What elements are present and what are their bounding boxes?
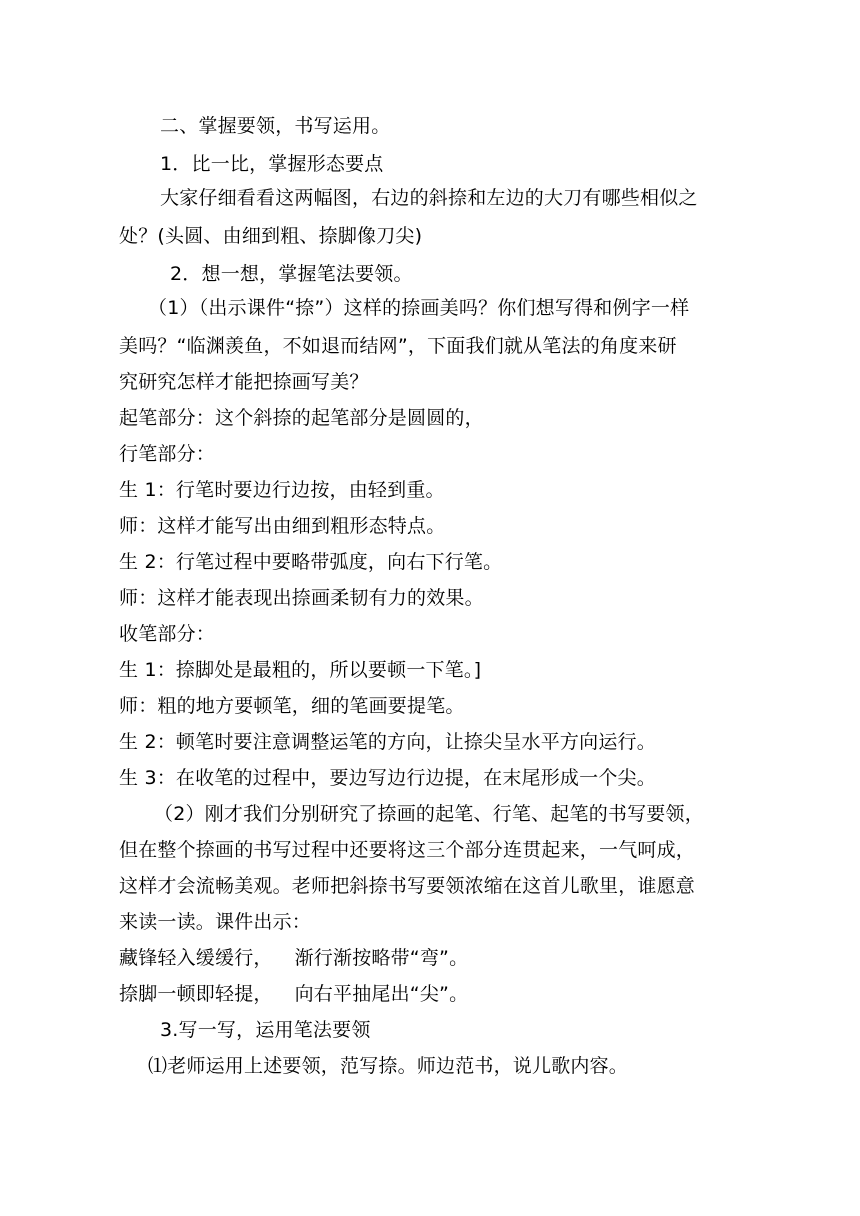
paragraph-line: 生 1：行笔时要边行边按，由轻到重。	[119, 479, 445, 501]
paragraph-line: 收笔部分：	[119, 623, 216, 645]
paragraph-line: 起笔部分：这个斜捺的起笔部分是圆圆的，	[119, 407, 484, 429]
paragraph-line: （1）（出示课件“捺”）这样的捺画美吗？你们想写得和例字一样	[148, 297, 690, 319]
paragraph-line: 处？(头圆、由细到粗、捺脚像刀尖)	[119, 225, 423, 247]
rhyme-part: 捺脚一顿即轻提，	[119, 983, 273, 1005]
subheading-think: 2．想一想，掌握笔法要领。	[170, 263, 413, 285]
paragraph-line: 究研究怎样才能把捺画写美？	[119, 371, 369, 393]
paragraph-line: （2）刚才我们分别研究了捺画的起笔、行笔、起笔的书写要领，	[154, 803, 704, 825]
paragraph-line: 这样才会流畅美观。老师把斜捺书写要领浓缩在这首儿歌里，谁愿意	[119, 875, 696, 897]
paragraph-line: 但在整个捺画的书写过程中还要将这三个部分连贯起来，一气呵成，	[119, 839, 696, 861]
paragraph-line: 师：这样才能表现出捺画柔韧有力的效果。	[119, 587, 484, 609]
rhyme-line-2	[119, 982, 739, 1006]
paragraph-line: 师：粗的地方要顿笔，细的笔画要提笔。	[119, 695, 465, 717]
subheading-write: 3.写一写，运用笔法要领	[160, 1019, 371, 1041]
rhyme-part: 渐行渐按略带“弯”。	[294, 947, 469, 969]
paragraph-line: 大家仔细看看这两幅图，右边的斜捺和左边的大刀有哪些相似之	[160, 187, 698, 209]
rhyme-part: 向右平抽尾出“尖”。	[294, 983, 469, 1005]
paragraph-line: 生 3：在收笔的过程中，要边写边行边提，在末尾形成一个尖。	[119, 767, 656, 789]
section-heading: 二、掌握要领，书写运用。	[160, 115, 391, 137]
rhyme-line-1	[119, 946, 739, 970]
paragraph-line: 美吗？“临渊羡鱼，不如退而结网”，下面我们就从笔法的角度来研	[119, 335, 677, 357]
paragraph-line: 行笔部分：	[119, 443, 216, 465]
paragraph-line: 来读一读。课件出示：	[119, 911, 312, 933]
rhyme-part: 藏锋轻入缓缓行，	[119, 947, 273, 969]
paragraph-line: 师：这样才能写出由细到粗形态特点。	[119, 515, 446, 537]
subheading-compare: 1．比一比，掌握形态要点	[160, 153, 384, 175]
paragraph-line: 生 2：行笔过程中要略带弧度，向右下行笔。	[119, 551, 503, 573]
paragraph-line: ⑴老师运用上述要领，范写捺。师边范书，说儿歌内容。	[148, 1055, 629, 1077]
paragraph-line: 生 1：捺脚处是最粗的，所以要顿一下笔。]	[119, 659, 482, 681]
paragraph-line: 生 2：顿笔时要注意调整运笔的方向，让捺尖呈水平方向运行。	[119, 731, 656, 753]
